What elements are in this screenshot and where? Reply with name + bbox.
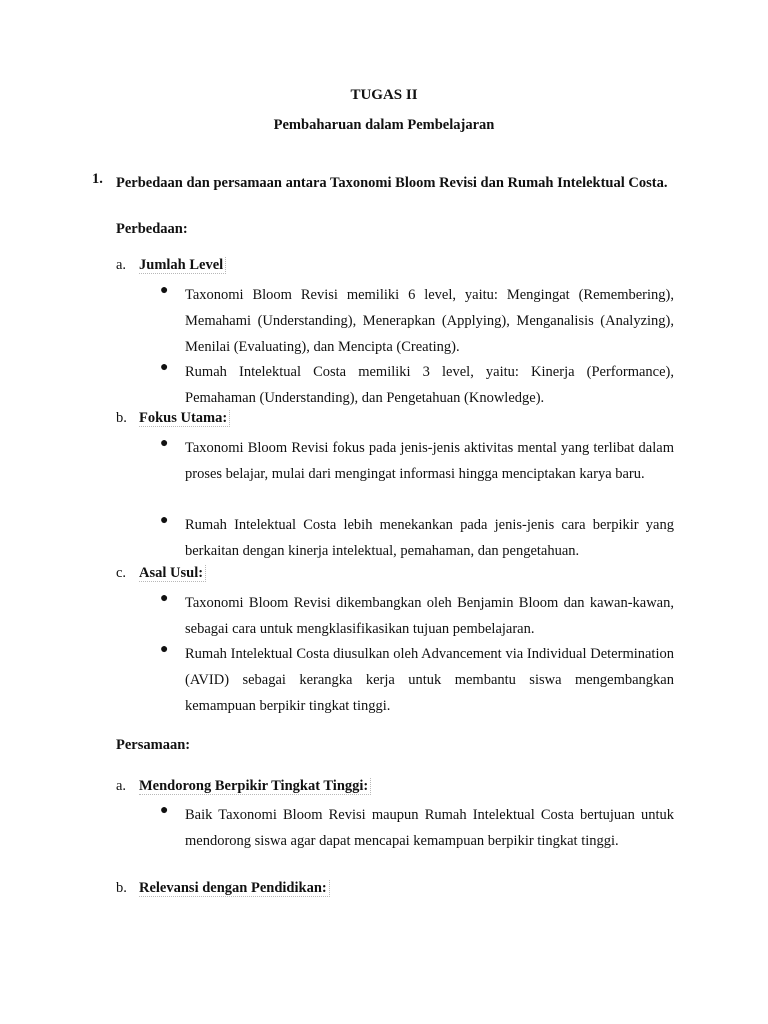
perbedaan-item-c bbox=[116, 565, 206, 582]
item-letter: b. bbox=[116, 880, 127, 896]
item-letter: b. bbox=[116, 410, 127, 426]
page-subtitle: Pembaharuan dalam Pembelajaran bbox=[273, 117, 495, 133]
page-title: TUGAS II bbox=[350, 87, 418, 103]
item-letter: a. bbox=[116, 257, 127, 273]
bullet-icon: ● bbox=[160, 360, 169, 375]
bullet-text: Rumah Intelektual Costa lebih menekankan pada jenis-jenis cara berpikir yang berkaitan dengan kinerja intelektual, pemahaman, dan pengetahuan. bbox=[185, 517, 674, 559]
perbedaan-item-b bbox=[116, 410, 230, 427]
persamaan-item-a bbox=[116, 778, 371, 795]
perbedaan-heading: Perbedaan: bbox=[116, 221, 188, 237]
item-label: Fokus Utama: bbox=[139, 410, 230, 427]
item-label: Jumlah Level bbox=[139, 257, 226, 274]
item-label: Asal Usul: bbox=[139, 565, 206, 582]
bullet-item bbox=[160, 283, 676, 360]
bullet-item bbox=[160, 591, 676, 643]
bullet-icon: ● bbox=[160, 591, 169, 606]
item-letter: c. bbox=[116, 565, 127, 581]
persamaan-item-b bbox=[116, 880, 330, 897]
perbedaan-item-a bbox=[116, 257, 226, 274]
bullet-text: Taxonomi Bloom Revisi fokus pada jenis-jenis aktivitas mental yang terlibat dalam proses belajar, mulai dari mengingat informasi hingga menciptakan karya baru. bbox=[185, 440, 674, 482]
bullet-text: Taxonomi Bloom Revisi memiliki 6 level, yaitu: Mengingat (Remembering), Memahami (Understanding), Menerapkan (Applying), Menganalisis (Analyzing), Menilai (Evaluating), dan Mencipta (Creating). bbox=[185, 287, 674, 355]
bullet-icon: ● bbox=[160, 283, 169, 298]
bullet-text: Baik Taxonomi Bloom Revisi maupun Rumah Intelektual Costa bertujuan untuk mendorong siswa agar dapat mencapai kemampuan berpikir tingkat tinggi. bbox=[185, 807, 674, 849]
bullet-icon: ● bbox=[160, 436, 169, 451]
bullet-item bbox=[160, 803, 676, 855]
question-text: Perbedaan dan persamaan antara Taxonomi Bloom Revisi dan Rumah Intelektual Costa. bbox=[116, 175, 668, 191]
persamaan-heading: Persamaan: bbox=[116, 737, 191, 753]
bullet-item bbox=[160, 360, 676, 412]
question-number: 1. bbox=[92, 171, 103, 187]
bullet-item bbox=[160, 513, 676, 565]
bullet-text: Rumah Intelektual Costa diusulkan oleh Advancement via Individual Determination (AVID) sebagai kerangka kerja untuk membantu siswa mengembangkan kemampuan berpikir tingkat tinggi. bbox=[185, 646, 674, 714]
bullet-text: Taxonomi Bloom Revisi dikembangkan oleh Benjamin Bloom dan kawan-kawan, sebagai cara untuk mengklasifikasikan tujuan pembelajaran. bbox=[185, 595, 674, 637]
question-1 bbox=[92, 171, 692, 197]
bullet-text: Rumah Intelektual Costa memiliki 3 level, yaitu: Kinerja (Performance), Pemahaman (Understanding), dan Pengetahuan (Knowledge). bbox=[185, 364, 674, 406]
bullet-icon: ● bbox=[160, 642, 169, 657]
item-label: Mendorong Berpikir Tingkat Tinggi: bbox=[139, 778, 371, 795]
bullet-item bbox=[160, 436, 676, 488]
item-label: Relevansi dengan Pendidikan: bbox=[139, 880, 330, 897]
bullet-icon: ● bbox=[160, 803, 169, 818]
item-letter: a. bbox=[116, 778, 127, 794]
bullet-icon: ● bbox=[160, 513, 169, 528]
bullet-item bbox=[160, 642, 676, 719]
